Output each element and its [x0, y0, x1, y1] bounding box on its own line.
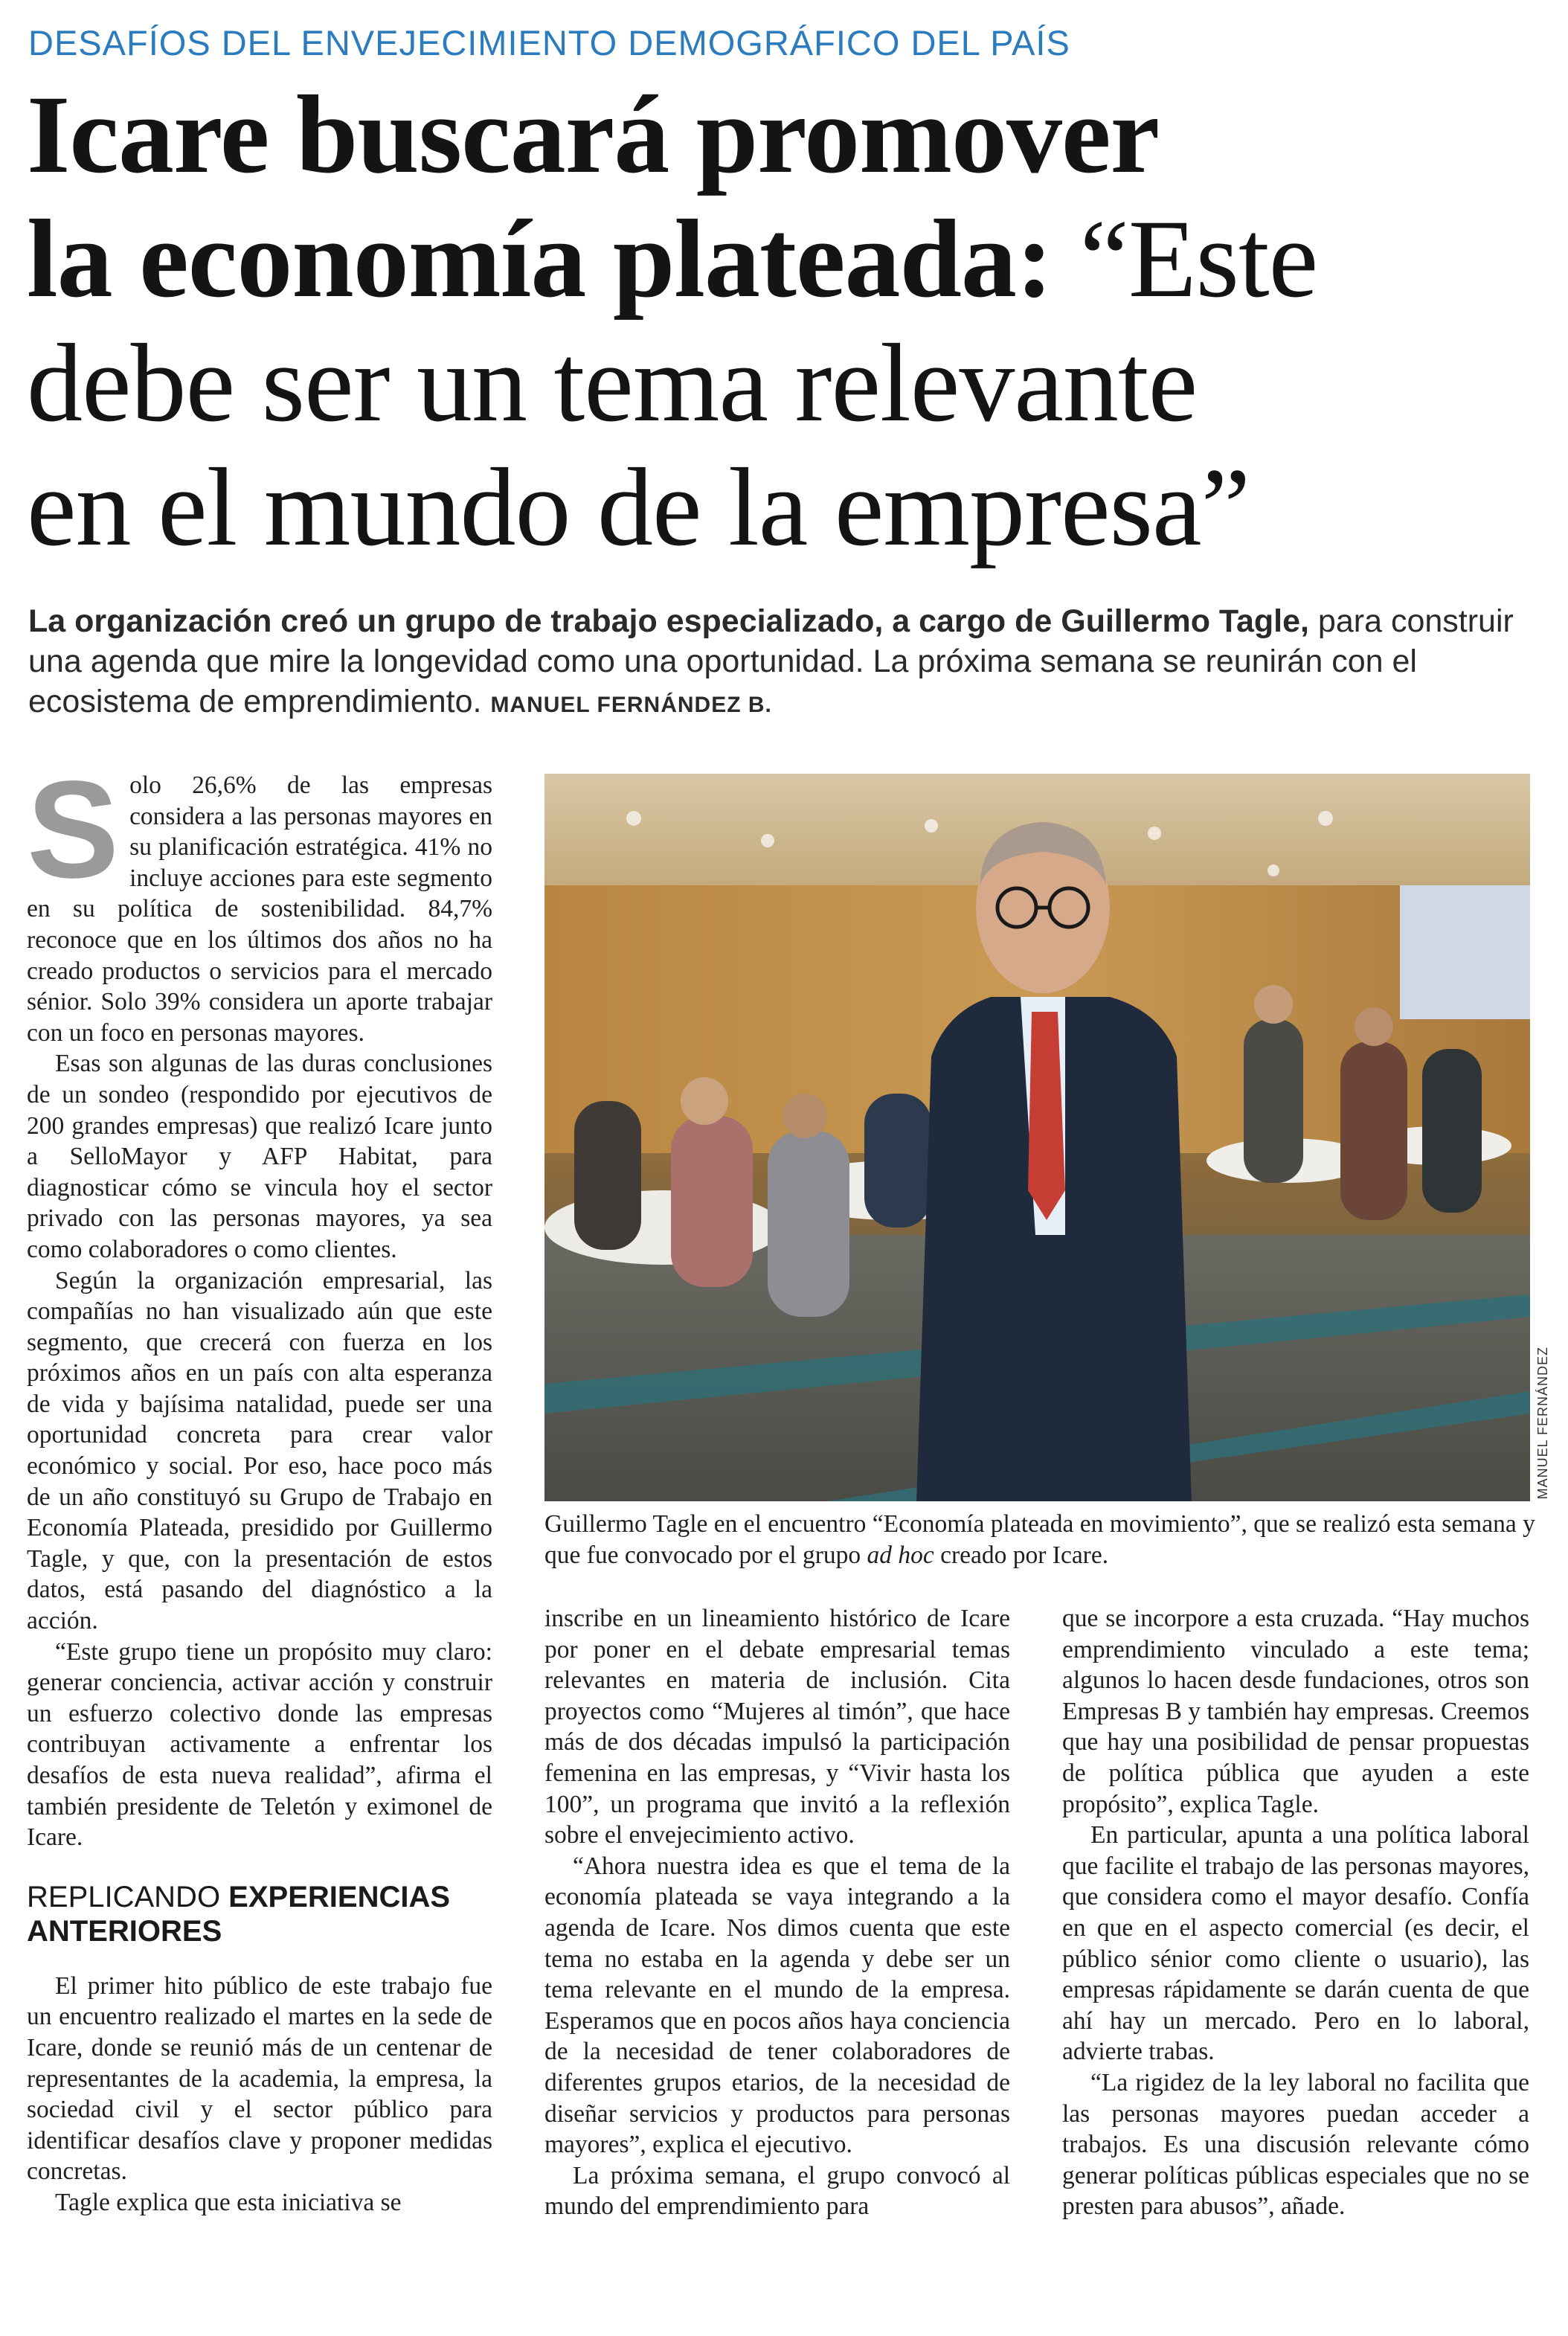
caption-text-a: Guillermo Tagle en el encuentro “Economía plateada en movimiento”, que se realizó esta semana y que fue convocado por el grupo	[544, 1510, 1535, 1569]
headline-line-2-quote: “Este	[1052, 197, 1318, 321]
paragraph: “Este grupo tiene un propósito muy claro: generar conciencia, activar acción y construir un esfuerzo colectivo donde las empresas contribuyan activamente a enfrentar los desafíos de esta nueva realidad”, afirma el también presidente de Teletón y eximonel de Icare.	[27, 1637, 492, 1852]
headline	[27, 73, 1544, 570]
column-2	[544, 1603, 1010, 2222]
byline: MANUEL FERNÁNDEZ B.	[490, 693, 772, 717]
subhead-light: REPLICANDO	[27, 1880, 229, 1913]
paragraph: Según la organización empresarial, las compañías no han visualizado aún que este segmento, que crecerá con fuerza en los próximos años en un país con alta esperanza de vida y bajísima natalidad, puede ser una oportunidad concreta para crear valor económico y social. Por eso, hace poco más de un año constituyó su Grupo de Trabajo en Economía Plateada, presidido por Guillermo Tagle, y que, con la presentación de estos datos, está pasando del diagnóstico a la acción.	[27, 1266, 492, 1635]
paragraph: inscribe en un lineamiento histórico de Icare por poner en el debate empresarial temas relevantes en materia de inclusión. Cita proyectos como “Mujeres al timón”, que hace más de dos décadas impulsó la participación femenina en las empresas, y “Vivir hasta los 100”, un programa que invitó a la reflexión sobre el envejecimiento activo.	[544, 1605, 1010, 1849]
projection-screen	[1400, 885, 1530, 1019]
photo-credit: MANUEL FERNÁNDEZ	[1535, 1347, 1550, 1500]
drop-cap: S	[27, 753, 120, 907]
caption-text-em: ad hoc	[867, 1541, 934, 1569]
article-photo	[544, 774, 1530, 1501]
headline-line-1: Icare buscará promover	[27, 73, 1160, 196]
column-3	[1062, 1603, 1529, 2222]
headline-line-4: en el mundo de la empresa”	[27, 446, 1250, 569]
headline-line-3: debe ser un tema relevante	[27, 321, 1198, 445]
subhead	[27, 1880, 492, 1948]
deck-text: para construir una agenda que mire la longevidad como una oportunidad. La próxima semana se reunirán con el ecosistema de emprendimiento.	[28, 603, 1514, 719]
paragraph: La próxima semana, el grupo convocó al mundo del emprendimiento para	[544, 2161, 1010, 2221]
paragraph: que se incorpore a esta cruzada. “Hay muchos emprendimiento vinculado a este tema; algunos lo hacen desde fundaciones, otros son Empresas B y también hay empresas. Creemos que hay una posibilidad de pensar propuestas de política pública que ayuden a este propósito”, explica Tagle.	[1062, 1605, 1529, 1818]
paragraph: El primer hito público de este trabajo fue un encuentro realizado el martes en la sede de Icare, donde se reunió más de un centenar de representantes de la academia, la empresa, la sociedad civil y el sector público para identificar desafíos clave y proponer medidas concretas.	[27, 1971, 492, 2186]
paragraph	[27, 753, 492, 1048]
caption-text-b: creado por Icare.	[934, 1541, 1109, 1569]
deck	[28, 601, 1546, 725]
photo-caption	[544, 1509, 1541, 1571]
photo-illustration	[544, 774, 1530, 1501]
subhead-bold: EXPERIENCIAS ANTERIORES	[27, 1880, 451, 1948]
paragraph-text: olo 26,6% de las empresas considera a las personas mayores en su planificación estratégica. 41% no incluye acciones para este segmento en su política de sostenibilidad. 84,7% reconoce que en los últimos dos años no ha creado productos o servicios para el mercado sénior. Solo 39% considera un aporte trabajar con un foco en personas mayores.	[27, 771, 492, 1047]
deck-bold: La organización creó un grupo de trabajo especializado, a cargo de Guillermo Tagle,	[28, 603, 1309, 639]
paragraph: “La rigidez de la ley laboral no facilita que las personas mayores puedan acceder a trabajos. Es una discusión relevante cómo generar políticas públicas especiales que no se presten para abusos”, añade.	[1062, 2068, 1529, 2221]
column-1	[27, 753, 492, 2218]
section-kicker: DESAFÍOS DEL ENVEJECIMIENTO DEMOGRÁFICO DEL PAÍS	[28, 23, 1070, 62]
paragraph: En particular, apunta a una política laboral que facilite el trabajo de las personas mayores, que considera como el mayor desafío. Confía en que en el aspecto comercial (es decir, el público sénior como cliente o usuario), las empresas rápidamente se darán cuenta de que ahí hay un mercado. Pero en lo laboral, advierte trabas.	[1062, 1821, 1529, 2066]
paragraph: Tagle explica que esta iniciativa se	[55, 2188, 402, 2216]
paragraph: Esas son algunas de las duras conclusiones de un sondeo (respondido por ejecutivos de 200 grandes empresas) que realizó Icare junto a SelloMayor y AFP Habitat, para diagnosticar cómo se vincula hoy el sector privado con las personas mayores, ya sea como colaboradores o como clientes.	[27, 1050, 492, 1263]
paragraph: “Ahora nuestra idea es que el tema de la economía plateada se vaya integrando a la agenda de Icare. Nos dimos cuenta que este tema no estaba en la agenda y debe ser un tema relevante en el mundo de la empresa. Esperamos que en pocos años haya conciencia de la necesidad de tener colaboradores de diferentes grupos etarios, de la necesidad de diseñar servicios y productos para personas mayores”, explica el ejecutivo.	[544, 1852, 1010, 2159]
headline-line-2: la economía plateada:	[27, 197, 1053, 321]
